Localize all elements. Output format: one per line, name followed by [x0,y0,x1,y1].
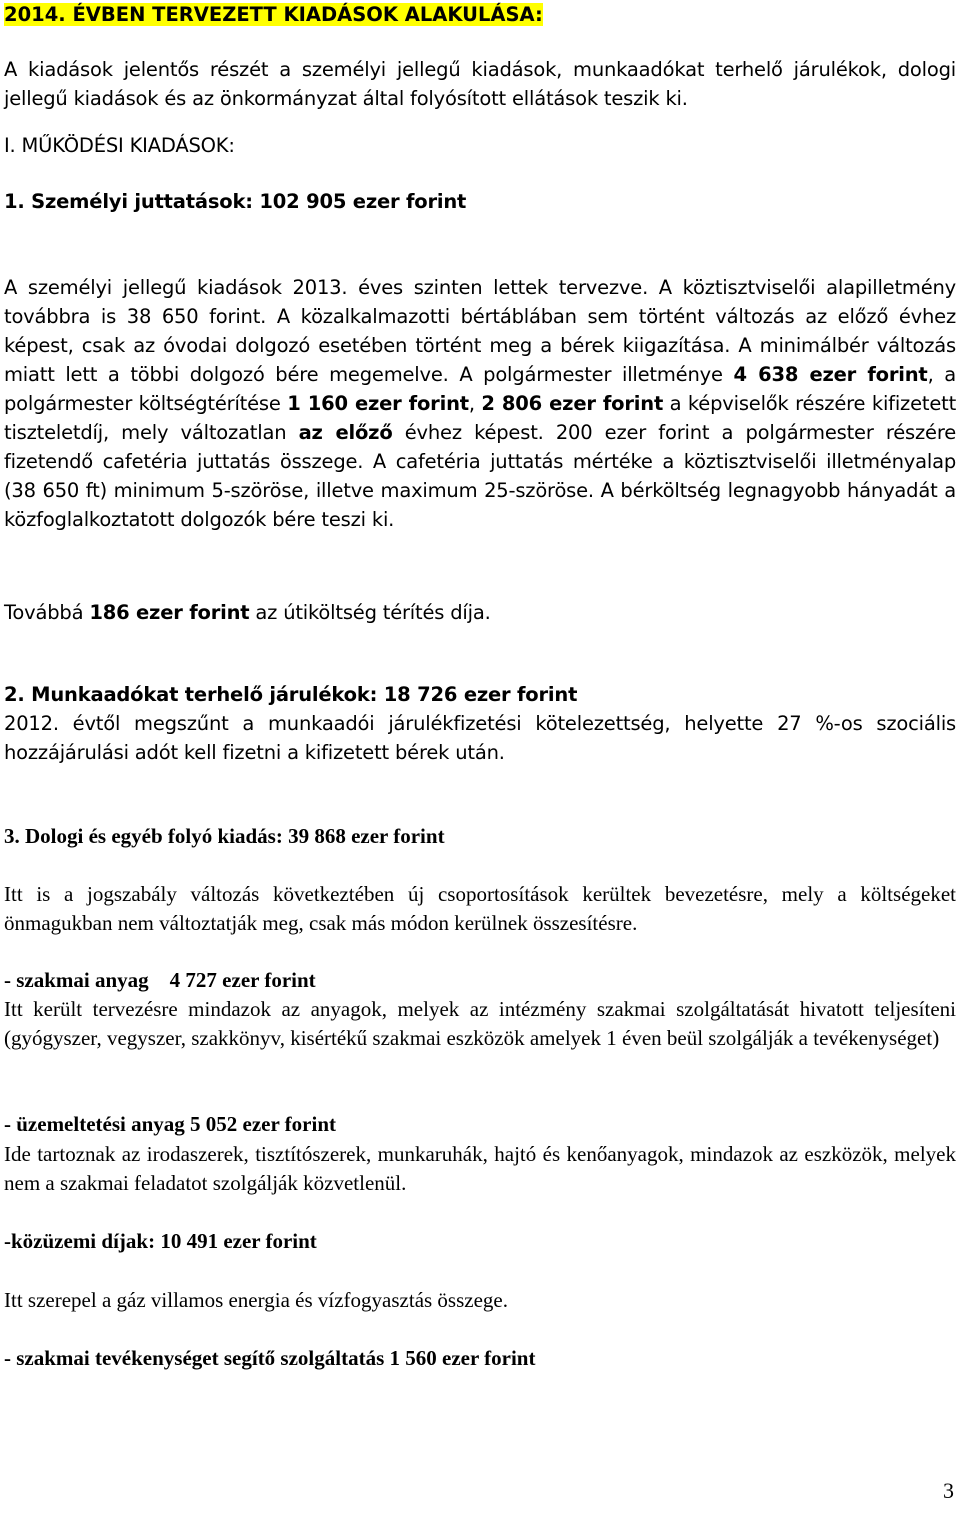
s3-paragraph: Itt is a jogszabály változás következtében új csoportosítások kerültek bevezetésre, mely a költségeket önmagukban nem változtatják meg, csak más módon kerülnek összesítésre. [4,882,956,935]
item-heading: - szakmai anyag 4 727 ezer forint [4,968,316,992]
page-title: 2014. ÉVBEN TERVEZETT KIADÁSOK ALAKULÁSA: [4,3,543,26]
item-heading: -közüzemi díjak: 10 491 ezer forint [4,1229,317,1253]
s3-heading: 3. Dologi és egyéb folyó kiadás: 39 868 ezer forint [4,824,445,848]
page-number: 3 [943,1478,954,1503]
s1-paragraph: A személyi jellegű kiadások 2013. éves szinten lettek tervezve. A köztisztviselői alapilletmény továbbra is 38 650 forint. A közalkalmazotti bértáblában sem történt változás az előző évhez képest, csak az óvodai dolgozó esetében történt meg a bérek kiigazítása. A minimálbér változás miatt lett a többi dolgozó bére megemelve. A polgármester illetménye 4 638 ezer forint, a polgármester költségtérítése 1 160 ezer forint, 2 806 ezer forint a képviselők részére kifizetett tiszteletdíj, mely változatlan az előző évhez képest. 200 ezer forint a polgármester részére fizetendő cafetéria juttatás összege. A cafetéria juttatás mértéke a köztisztviselői illetményalap (38 650 ft) minimum 5-szöröse, illetve maximum 25-szöröse. A bérköltség legnagyobb hányadát a közfoglalkoztatott dolgozók bére teszi ki. [4,276,957,531]
item-text: Itt került tervezésre mindazok az anyagok, melyek az intézmény szakmai szolgáltatását hivatott teljesíteni (gyógyszer, vegyszer, szakkönyv, kisértékű szakmai eszközök amelyek 1 éven beül szolgálják a tevékenységet) [4,997,956,1050]
intro-paragraph: A kiadások jelentős részét a személyi jellegű kiadások, munkaadókat terhelő járulékok, dologi jellegű kiadások és az önkormányzat által folyósított ellátások teszik ki. [4,58,956,110]
s1-heading: 1. Személyi juttatások: 102 905 ezer forint [4,190,467,213]
item-text: Itt szerepel a gáz villamos energia és vízfogyasztás összege. [4,1288,508,1312]
section-heading: I. MŰKÖDÉSI KIADÁSOK: [4,134,235,157]
item-text: Ide tartoznak az irodaszerek, tisztítószerek, munkaruhák, hajtó és kenőanyagok, mindazok az eszközök, melyek nem a szakmai feladatot szolgálják közvetlenül. [4,1142,956,1195]
item-heading: - üzemeltetési anyag 5 052 ezer forint [4,1112,337,1136]
s2-heading: 2. Munkaadókat terhelő járulékok: 18 726 ezer forint [4,683,578,706]
item-heading: - szakmai tevékenységet segítő szolgáltatás 1 560 ezer forint [4,1346,536,1370]
s2-paragraph: 2012. évtől megszűnt a munkaadói járulékfizetési kötelezettség, helyette 27 %-os szociális hozzájárulási adót kell fizetni a kifizetett bérek után. [4,712,956,764]
s1-travel-paragraph: Továbbá 186 ezer forint az útiköltség térítés díja. [4,601,491,624]
